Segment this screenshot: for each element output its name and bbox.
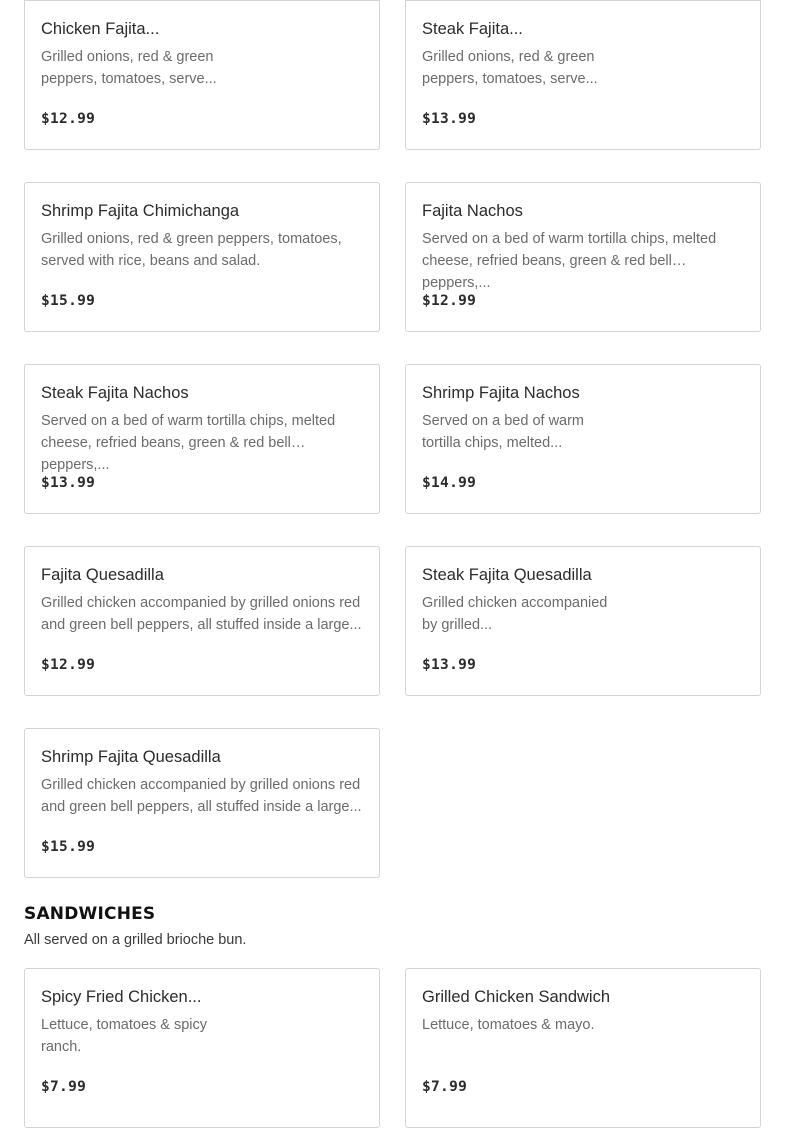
menu-item-price: $15.99 [41, 293, 96, 309]
sandwiches-section-header [24, 903, 246, 950]
menu-item-name: Chicken Fajita... [41, 20, 160, 38]
menu-item-price: $14.99 [422, 475, 477, 491]
menu-item-card[interactable] [24, 728, 380, 878]
menu-item-name: Fajita Nachos [422, 202, 523, 220]
menu-item-name: Steak Fajita Quesadilla [422, 566, 592, 584]
menu-item-card[interactable] [24, 0, 380, 150]
menu-item-description: Served on a bed of warm tortilla chips, melted cheese, refried beans, green & red bell peppers,... [41, 413, 336, 473]
menu-item-name: Fajita Quesadilla [41, 566, 164, 584]
menu-item-price: $7.99 [422, 1079, 468, 1095]
menu-item-card[interactable] [24, 364, 380, 514]
menu-item-card[interactable] [405, 364, 761, 514]
menu-item-price: $13.99 [41, 475, 96, 491]
menu-item-name: Spicy Fried Chicken... [41, 988, 202, 1006]
menu-item-description: Grilled chicken accompanied by grilled... [422, 595, 608, 633]
menu-item-card[interactable] [405, 968, 761, 1128]
menu-item-name: Grilled Chicken Sandwich [422, 988, 611, 1006]
menu-item-name: Steak Fajita Nachos [41, 384, 189, 402]
menu-item-description: Grilled onions, red & green peppers, tomatoes, serve... [422, 49, 598, 87]
menu-item-description: Grilled chicken accompanied by grilled onions red and green bell peppers, all stuffed inside a large... [41, 595, 362, 633]
fajitas-menu-grid [24, 0, 761, 878]
menu-item-card[interactable] [405, 182, 761, 332]
menu-item-name: Shrimp Fajita Quesadilla [41, 748, 221, 766]
menu-item-price: $13.99 [422, 111, 477, 127]
menu-item-card[interactable] [24, 182, 380, 332]
menu-item-price: $7.99 [41, 1079, 87, 1095]
menu-item-name: Steak Fajita... [422, 20, 523, 38]
menu-item-description: Lettuce, tomatoes & mayo. [422, 1017, 595, 1033]
menu-item-description: Grilled onions, red & green peppers, tomatoes, serve... [41, 49, 217, 87]
menu-item-description: Grilled onions, red & green peppers, tomatoes, served with rice, beans and salad. [41, 231, 342, 269]
menu-item-description: Served on a bed of warm tortilla chips, melted cheese, refried beans, green & red bell peppers,... [422, 231, 717, 291]
menu-item-price: $12.99 [422, 293, 477, 309]
menu-item-description: Grilled chicken accompanied by grilled onions red and green bell peppers, all stuffed inside a large... [41, 777, 362, 815]
menu-item-description: Served on a bed of warm tortilla chips, melted... [422, 413, 585, 451]
menu-item-card[interactable] [24, 968, 380, 1128]
menu-item-price: $15.99 [41, 839, 96, 855]
menu-item-price: $12.99 [41, 657, 96, 673]
section-subtitle: All served on a grilled brioche bun. [24, 932, 247, 948]
menu-item-price: $13.99 [422, 657, 477, 673]
menu-item-description: Lettuce, tomatoes & spicy ranch. [41, 1017, 208, 1055]
menu-item-name: Shrimp Fajita Chimichanga [41, 202, 240, 220]
menu-item-price: $12.99 [41, 111, 96, 127]
menu-item-card[interactable] [24, 546, 380, 696]
menu-item-card[interactable] [405, 546, 761, 696]
menu-item-card[interactable] [405, 0, 761, 150]
sandwiches-menu-grid [24, 968, 761, 1128]
section-title: SANDWICHES [24, 904, 156, 924]
menu-item-name: Shrimp Fajita Nachos [422, 384, 580, 402]
